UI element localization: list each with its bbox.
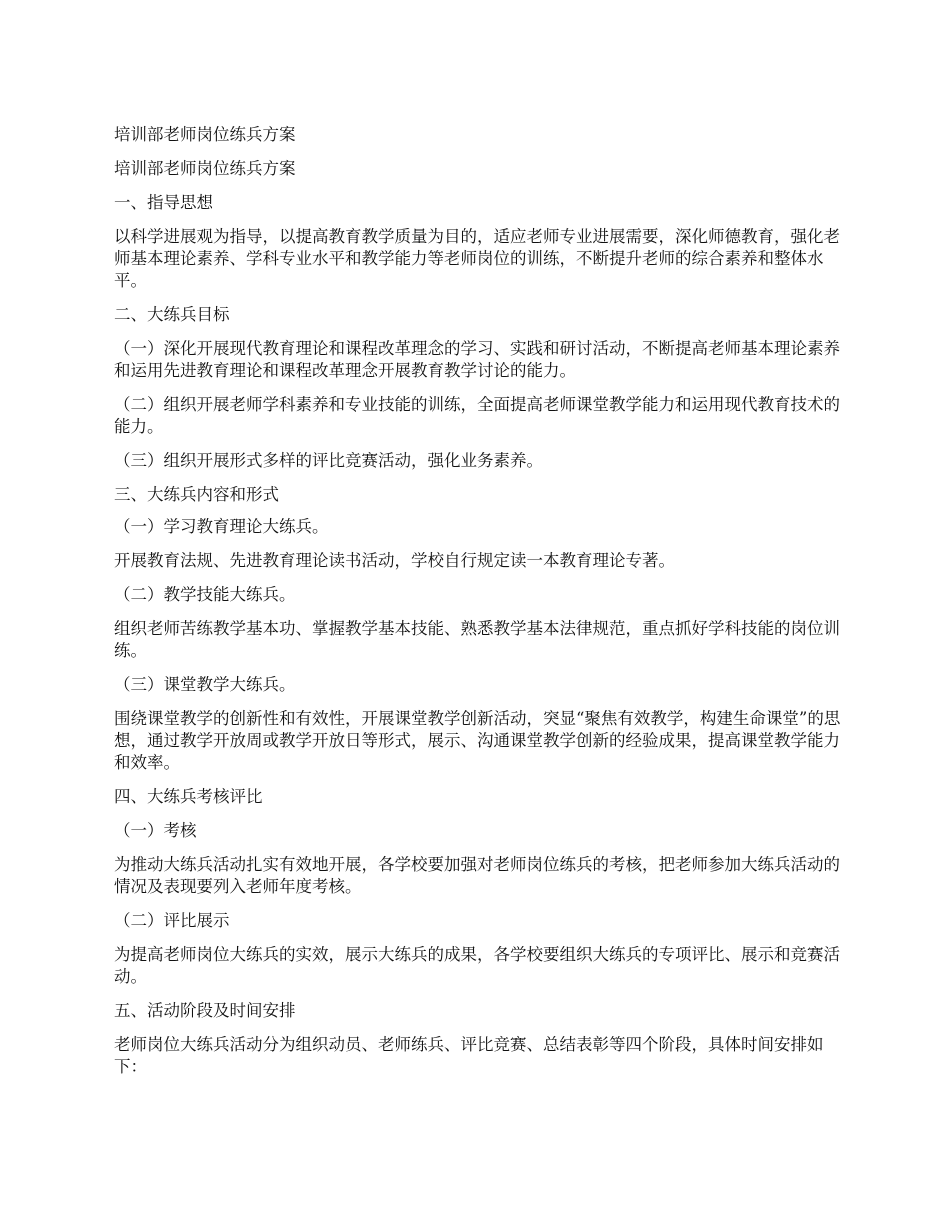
paragraph: 为推动大练兵活动扎实有效地开展，各学校要加强对老师岗位练兵的考核，把老师参加大练兵活动的情况及表现要列入老师年度考核。 bbox=[114, 855, 840, 896]
section-heading-5: 五、活动阶段及时间安排 bbox=[114, 1001, 296, 1020]
paragraph: 组织老师苦练教学基本功、掌握教学基本技能、熟悉教学基本法律规范，重点抓好学科技能的岗位训练。 bbox=[114, 619, 840, 660]
document-title: 培训部老师岗位练兵方案 bbox=[114, 125, 296, 144]
subheading: （二）教学技能大练兵。 bbox=[114, 585, 296, 604]
paragraph: （三）组织开展形式多样的评比竞赛活动，强化业务素养。 bbox=[114, 451, 543, 470]
document-subtitle: 培训部老师岗位练兵方案 bbox=[114, 159, 296, 178]
subheading: （一）考核 bbox=[114, 821, 197, 840]
document-body bbox=[114, 124, 842, 1090]
paragraph: 老师岗位大练兵活动分为组织动员、老师练兵、评比竞赛、总结表彰等四个阶段，具体时间安排如下： bbox=[114, 1035, 824, 1076]
paragraph: 为提高老师岗位大练兵的实效，展示大练兵的成果，各学校要组织大练兵的专项评比、展示和竞赛活动。 bbox=[114, 945, 840, 986]
section-heading-1: 一、指导思想 bbox=[114, 193, 213, 212]
section-heading-3: 三、大练兵内容和形式 bbox=[114, 485, 279, 504]
section-heading-2: 二、大练兵目标 bbox=[114, 305, 230, 324]
paragraph: 以科学进展观为指导，以提高教育教学质量为目的，适应老师专业进展需要，深化师德教育，强化老师基本理论素养、学科专业水平和教学能力等老师岗位的训练，不断提升老师的综合素养和整体水平。 bbox=[114, 227, 840, 290]
paragraph: （二）组织开展老师学科素养和专业技能的训练，全面提高老师课堂教学能力和运用现代教育技术的能力。 bbox=[114, 395, 840, 436]
subheading: （三）课堂教学大练兵。 bbox=[114, 675, 296, 694]
section-heading-4: 四、大练兵考核评比 bbox=[114, 787, 263, 806]
subheading: （一）学习教育理论大练兵。 bbox=[114, 517, 329, 536]
subheading: （二）评比展示 bbox=[114, 911, 230, 930]
paragraph: 开展教育法规、先进教育理论读书活动，学校自行规定读一本教育理论专著。 bbox=[114, 551, 675, 570]
paragraph: （一）深化开展现代教育理论和课程改革理念的学习、实践和研讨活动，不断提高老师基本理论素养和运用先进教育理论和课程改革理念开展教育教学讨论的能力。 bbox=[114, 339, 840, 380]
paragraph: 围绕课堂教学的创新性和有效性，开展课堂教学创新活动，突显“聚焦有效教学，构建生命课堂”的思想，通过教学开放周或教学开放日等形式，展示、沟通课堂教学创新的经验成果，提高课堂教学能力和效率。 bbox=[114, 709, 841, 772]
